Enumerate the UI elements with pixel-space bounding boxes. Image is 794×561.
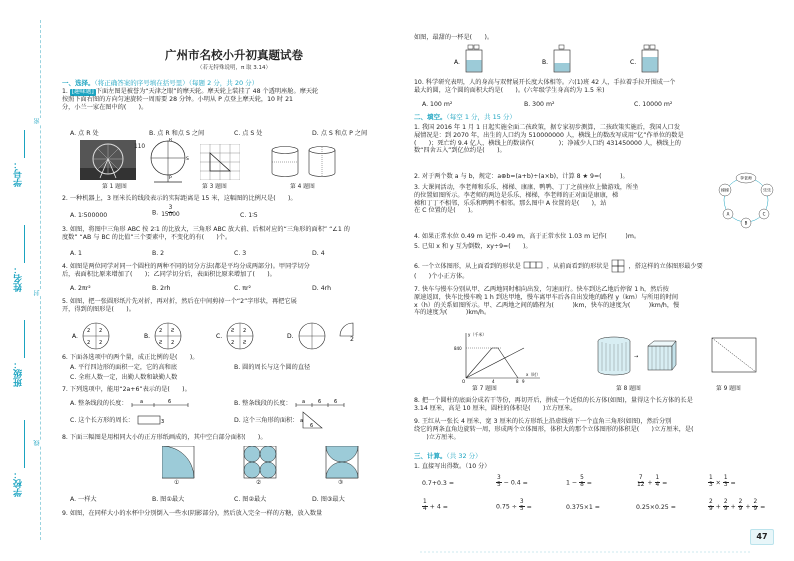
svg-text:Ƨ: Ƨ [231, 328, 235, 334]
seating-diagram [716, 170, 776, 230]
svg-text:C.: C. [630, 59, 637, 66]
fill-fig-cap-7: 第 7 题图 [472, 386, 497, 392]
fill-q5-text: 5. 已知 x 和 y 互为倒数，xy÷9=( )。 [414, 243, 532, 250]
graph-840: 840 [454, 346, 462, 351]
seat-a: A [726, 211, 730, 217]
name-label: 姓名： [14, 265, 24, 292]
svg-text:2: 2 [87, 340, 91, 346]
q1-opt-c[interactable]: C. 点 S 处 [234, 130, 263, 137]
binding-sidebar [0, 0, 58, 561]
q5-text: 5. 如图，把一张圆形纸片先对折，再对折，然后在中间剪掉一个“2”字形状，再把它展 开，得到的图形是( )。 [62, 298, 297, 313]
graph-xlabel: x（时） [526, 372, 541, 377]
q7-rectangle [136, 414, 166, 426]
q8-fig-1: ① [174, 480, 180, 486]
q3-opt-d[interactable]: D. 4 [312, 250, 325, 257]
graph-ylabel: y（千米） [468, 332, 487, 337]
seat-teacher: 李老师 [740, 175, 752, 181]
calc-2-3[interactable]: 0.375×1 = [566, 504, 600, 511]
q3-opt-a[interactable]: A. 1 [70, 250, 82, 257]
svg-text:2: 2 [159, 328, 163, 334]
svg-text:C.: C. [216, 333, 223, 340]
q8-text: 8. 下面三幅图是用相同大小的正方形纸画成的，其中空白部分面积( )。 [62, 434, 267, 441]
svg-text:P: P [169, 176, 172, 181]
q2-opt-b[interactable]: B. $\frac{3}{15000}$ [152, 205, 180, 218]
class-underline[interactable] [24, 320, 25, 358]
q3-opt-b[interactable]: B. 2 [152, 250, 165, 257]
q6-opt-b[interactable]: B. 圆的周长与这个圆的直径 [234, 364, 311, 371]
svg-text:a: a [301, 399, 305, 405]
svg-text:2: 2 [99, 340, 103, 346]
svg-text:2: 2 [243, 328, 247, 334]
q8-opt-b[interactable]: B. 图①最大 [152, 496, 185, 503]
q1-opt-d[interactable]: D. 点 S 和点 P 之间 [312, 130, 368, 137]
fill-fig-cap-9: 第 9 题图 [716, 386, 741, 392]
q9-text: 9. 如图，在同样大小的水杯中分别倒入一些水(阴影部分)，然后放入完全一样的方糖，放入数量 [62, 510, 323, 517]
fun-tag: [趣味题] [71, 89, 94, 95]
section-fill-heading: 二、填空。（每空 1 分，共 15 分） [414, 113, 516, 121]
fill-q7-text: 7. 快车与慢车分别从甲、乙两地同时相向出发，匀速而行。快车到达乙地后停留 1 h，然后按 原速返回，快车比慢车晚 1 h 到达甲地，慢车离甲车后各自出发地的路程 y（km）与所用的时间 x（h）的关系如图所示。甲、乙两地之间的路程为( )km，快车的速度为( )km/h，慢 车的速度为( )km/h。 [414, 286, 680, 317]
svg-text:B.: B. [542, 59, 549, 66]
svg-text:3: 3 [160, 419, 165, 425]
seat-titi: 梯梯 [721, 187, 729, 193]
calc-1-1[interactable]: 0.7+0.3 = [422, 480, 455, 487]
svg-text:→: → [634, 354, 639, 360]
id-underline[interactable] [24, 130, 25, 158]
seal-mark-1: 密 [34, 118, 41, 124]
q4-cylinders [270, 146, 340, 178]
q9-cups [454, 44, 674, 74]
ferris-wheel-diagram [146, 138, 190, 184]
school-underline[interactable] [24, 420, 25, 468]
svg-text:2: 2 [87, 328, 91, 334]
seat-lele: 乐乐 [763, 187, 771, 193]
q7-opt-b[interactable]: B. 整条线段的长度： a 6 6 [234, 398, 346, 408]
ferris-wheel-photo [80, 140, 136, 180]
svg-text:6: 6 [167, 399, 171, 405]
svg-text:B.: B. [144, 333, 151, 340]
svg-text:a: a [300, 418, 304, 424]
id-label: 学号： [14, 160, 24, 187]
q10-opt-b[interactable]: B. 300 m² [524, 101, 555, 108]
fig-cap-4: 第 4 题图 [290, 184, 315, 190]
svg-text:6: 6 [310, 423, 314, 429]
seal-mark-2: 封 [34, 290, 41, 296]
fill-q6-text: 6. 一个立体图形，从上面看到的形状是 ，从前面看到的形状是 ，搭这样的立体图形最少要 ( )个小正方体。 [414, 259, 778, 281]
school-label: 学校： [14, 470, 24, 497]
seal-mark-3: 线 [34, 440, 41, 446]
fill-q1-text: 1. 我国 2016 年 1 月 1 日起实施全面二孩政策，据专家初步测算，二孩政策实施后，我国人口发 展情况是：到 2070 年，出生的人口约为 510000000 人，横线上的数改写成用“亿”作单位的数是 ( )；死亡约 9.4 亿人，横线上的数读作( )；净减少人口约 431450000 人，横线上的 数“四舍五入”到亿位约是( )。 [414, 124, 684, 155]
page-note: （若无特殊说明，π 取 3.14） [196, 65, 272, 71]
q7-segment-a [130, 398, 190, 408]
q10-text: 10. 科学研究表明，人的身高与双臂展开长度大体相等。六(1)班 42 人，手拉着手拉开围成一个 最大的圆，这个圆的面积大约是( )。(六年级学生身高约为 1.5 米) [414, 79, 676, 94]
q7-distance-graph [454, 330, 544, 384]
svg-text:Ƨ: Ƨ [243, 340, 247, 346]
q3-grid-figure [200, 144, 240, 180]
calc-2-5[interactable]: $\frac{2}{9}$ + $\frac{2}{9}$ + $\frac{2}{9}$ + $\frac{2}{9}$ = [709, 499, 766, 512]
top-view-shape [523, 261, 545, 271]
svg-text:6: 6 [317, 399, 321, 405]
svg-text:Ƨ: Ƨ [159, 340, 163, 346]
svg-text:6: 6 [333, 399, 337, 405]
q2-opt-c[interactable]: C. 1∶5 [240, 212, 258, 219]
fill-q4-text: 4. 如果正常水位 0.49 m 记作 -0.49 m，高于正常水位 1.03 m 记作( )m。 [414, 233, 641, 240]
calc-2-1[interactable]: $\frac{1}{4}$ + 4 = [423, 499, 448, 512]
q8-figures [162, 446, 362, 490]
q3-text: 3. 如图，将图中三角形 ABC 按 2∶1 的比放大，三角形 ABC 放大前、后相对应的“三角形的面积” “∠1 的 度数” “AB 与 BC 的比值”三个要素中，不变化的有( )个。 [62, 226, 350, 241]
seat-b: B [744, 220, 748, 226]
q1-text: 1. [趣味题] 下面左图是被誉为“天津之眼”的摩天轮。摩天轮上装挂了 48 个透明座舱。摩天轮 按照下面右图的方向匀速旋转一周需要 28 分钟。小明从 P 点登上摩天轮，10 时 21 分，小兰一家在图中的( )。 [62, 88, 319, 111]
q7-text: 7. 下列选项中，能用“2a+6”表示的是( )。 [62, 386, 191, 393]
calc-2-2[interactable]: 0.75 ÷ $\frac{3}{5}$ = [496, 499, 532, 512]
svg-text:D.: D. [287, 333, 294, 340]
q1-opt-b[interactable]: B. 点 R 和点 S 之间 [149, 130, 205, 137]
q9-end-text: 如图，最甜的一杯是( )。 [414, 34, 494, 41]
q6-text: 6. 下面各选项中的两个量，成正比例的是( )。 [62, 354, 199, 361]
q1-opt-a[interactable]: A. 点 R 处 [70, 130, 99, 137]
page-footer-decoration [420, 547, 780, 557]
q2-opt-a[interactable]: A. 1∶500000 [70, 212, 108, 219]
class-label: 班级： [14, 360, 24, 387]
q4-opt-a[interactable]: A. 2πr² [70, 285, 91, 292]
graph-tick-4: 4 [492, 379, 495, 384]
q8-opt-c[interactable]: C. 图②最大 [234, 496, 267, 503]
graph-tick-8: 8 [516, 379, 519, 384]
cup-a-label: A. [454, 59, 460, 66]
front-view-shape [611, 259, 627, 273]
fig-cap-3: 第 3 题图 [202, 184, 227, 190]
q7-opt-c[interactable]: C. 这个长方形的周长： 3 [70, 414, 166, 426]
calc-1-2[interactable]: $\frac{3}{5}$ − 0.4 = [497, 475, 528, 488]
fill-q8-text: 8. 把一个圆柱的底面分成若干等份，再切开后，拼成一个近似的长方体(如图)，量得这个长方体的长是 3.14 厘米，高是 10 厘米，圆柱的体积是( )立方厘米。 [414, 397, 693, 412]
svg-text:A.: A. [72, 333, 78, 340]
svg-text:S: S [186, 157, 189, 162]
q8-fig-3: ③ [338, 480, 344, 486]
q6-opt-c[interactable]: C. 全班人数一定，出勤人数和缺勤人数 [70, 374, 178, 381]
svg-text:2: 2 [171, 340, 175, 346]
q6-opt-a[interactable]: A. 平行四边形的面积一定，它的高和底 [70, 364, 178, 371]
q4-opt-b[interactable]: B. 2rh [152, 285, 171, 292]
q8-cylinder-slices [596, 336, 644, 376]
q8-fig-2: ② [256, 480, 262, 486]
q7-triangle [300, 410, 326, 430]
fill-q2-text: 2. 对于两个数 a 与 b，规定：a⊕b=(a+b)÷(a×b)，计算 8 ★ 9=( )。 [414, 173, 629, 180]
name-underline[interactable] [24, 225, 25, 263]
q8-opt-a[interactable]: A. 一样大 [70, 496, 97, 503]
q5-option-figures [72, 322, 372, 352]
q8-opt-d[interactable]: D. 图③最大 [312, 496, 345, 503]
fill-q9-text: 9. 王红从一张长 4 厘米、宽 3 厘米的长方形纸上沿虚线剪下一个直角三角形(如图)，然后分别 绕它的两条直角边旋转一周，形成两个立体图形，体积大的那个立体图形的体积是( )立方厘米，是( )立方厘米。 [414, 418, 694, 441]
seat-c: C [762, 211, 766, 217]
q4-opt-c[interactable]: C. πr² [234, 285, 252, 292]
q5-fold-number: 2 [350, 336, 354, 343]
fig-cap-1: 第 1 题图 [102, 184, 127, 190]
q4-text: 4. 如图是两位同学对同一个圆柱的两种不同的切分方法(都是平均分成两部分)。甲同学切分 后，表面积比原来增加了( )；乙同学切分后，表面积比原来增加了( )。 [62, 263, 310, 278]
svg-text:a: a [139, 399, 143, 405]
fill-q3-text: 3. 大课间活动，李老师和乐乐、梯梯、康康、鸭鸭、丁丁之前座位上做游戏，所坐 的位置如图所示。李老师的两边是乐乐、梯梯，李老师的正对面是康康，梯 梯和丁丁不相邻，乐乐和鸭鸭不相邻。那么图中 A 位置的是( )，站 在 C 位置的是( )。 [414, 184, 639, 215]
ferris-height-label: 110 [134, 144, 146, 150]
q7-opt-d[interactable]: D. 这个三角形的面积： a 6 [234, 410, 326, 430]
calc-q1-text: 1. 直接写出得数。（10 分） [414, 463, 491, 470]
calc-2-4[interactable]: 0.25×0.25 = [636, 504, 676, 511]
q3-opt-c[interactable]: C. 3 [234, 250, 247, 257]
calc-1-5[interactable]: $\frac{1}{3}$ × $\frac{1}{3}$ = [709, 475, 736, 488]
binding-dashed-line [40, 20, 41, 540]
q7-opt-a[interactable]: A. 整条线段的长度： a 6 [70, 398, 190, 408]
q10-opt-a[interactable]: A. 100 m² [422, 101, 453, 108]
svg-text:Ƨ: Ƨ [171, 328, 175, 334]
q9-rectangle-figure [710, 336, 760, 376]
q8-approx-cuboid [646, 340, 678, 372]
svg-text:R: R [169, 138, 173, 143]
calc-1-4[interactable]: $\frac{7}{12}$ + $\frac{1}{4}$ = [637, 475, 668, 488]
page-title: 广州市名校小升初真题试卷 [165, 48, 303, 62]
svg-text:2: 2 [231, 340, 235, 346]
graph-tick-9: 9 [522, 379, 525, 384]
q4-opt-d[interactable]: D. 4rh [312, 285, 331, 292]
q7-segment-b [294, 398, 346, 408]
section-calc-heading: 三、计算。（共 32 分） [414, 452, 482, 460]
graph-origin: O [462, 379, 466, 384]
q2-text: 2. 一种机器上，3 厘米长的线段表示的实际距离是 15 米，这幅图的比例尺是( )。 [62, 195, 297, 202]
svg-text:2: 2 [99, 328, 103, 334]
page-number: 47 [750, 529, 774, 545]
section-choice-heading: 一、选择。（将正确答案的序号填在括号里）（每题 2 分，共 20 分） [62, 79, 259, 87]
fill-fig-cap-8: 第 8 题图 [616, 386, 641, 392]
calc-1-3[interactable]: 1 − $\frac{5}{8}$ = [566, 475, 592, 488]
q10-opt-c[interactable]: C. 10000 m² [634, 101, 673, 108]
